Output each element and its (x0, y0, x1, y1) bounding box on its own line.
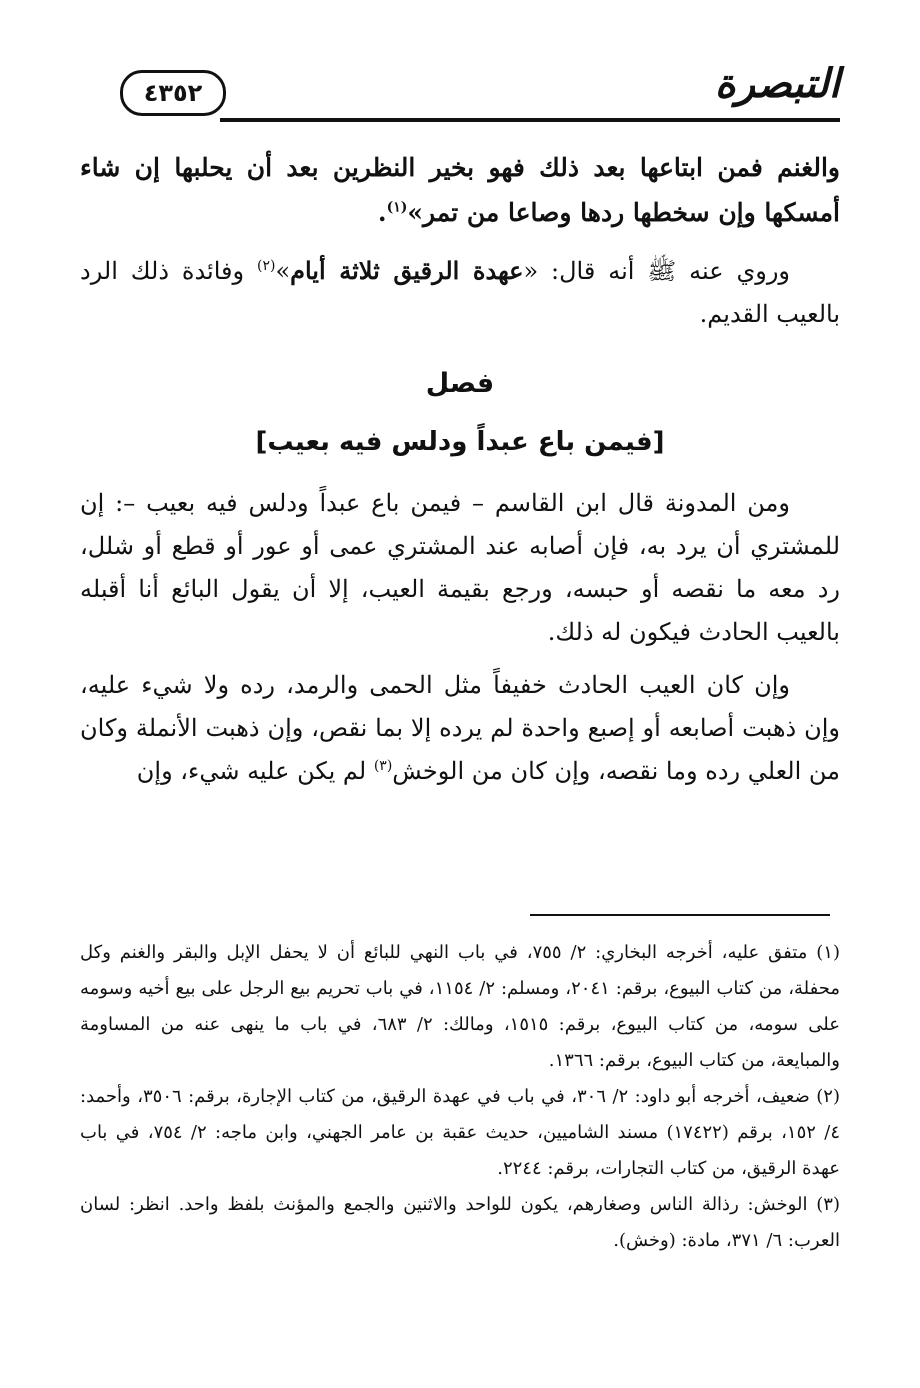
para2-close-quote: » (275, 257, 291, 285)
paragraph-2 (80, 249, 840, 336)
paragraph-4 (80, 664, 840, 793)
section-subtitle: [فيمن باع عبداً ودلس فيه بعيب] (255, 427, 665, 457)
footnote-text: متفق عليه، أخرجه البخاري: ٢/ ٧٥٥، في باب النهي للبائع أن لا يحفل الإبل والبقر والغنم وكل محفلة، من كتاب البيوع، برقم: ٢٠٤١، ومسلم: ٢/ ١١٥٤، في باب تحريم بيع الرجل على بيع أخيه وسومه على سومه، من كتاب البيوع، برقم: ١٥١٥، ومالك: ٢/ ٦٨٣، في باب ما ينهى عنه من المساومة والمبايعة، من كتاب البيوع، برقم: ١٣٦٦. (80, 942, 841, 1071)
hadith-text: والغنم فمن ابتاعها بعد ذلك فهو بخير النظرين بعد أن يحلبها إن شاء أمسكها وإن سخطها ردها وصاعا من تمر» (80, 153, 840, 227)
footnote-text: الوخش: رذالة الناس وصغارهم، يكون للواحد والاثنين والجمع والمؤنث بلفظ واحد. انظر: لسان العرب: ٦/ ٣٧١، مادة: (وخش). (80, 1194, 840, 1251)
footnote-ref-1[interactable]: (١) (386, 199, 408, 216)
footnote-ref-3[interactable]: (٣) (373, 758, 393, 774)
main-text (80, 145, 840, 793)
hadith-end: . (377, 198, 387, 227)
page-number: ٤٣٥٢ (143, 79, 203, 107)
para2-end: وفائدة ذلك الرد بالعيب القديم. (80, 257, 840, 328)
footnote-number: (١) (816, 942, 840, 963)
book-title: التبصرة (714, 60, 840, 107)
footnote-text: ضعيف، أخرجه أبو داود: ٢/ ٣٠٦، في باب في عهدة الرقيق، من كتاب الإجارة، برقم: ٣٥٠٦، وأحمد: ٤/ ١٥٢، برقم (١٧٤٢٢) مسند الشاميين، حديث عقبة بن عامر الجهني، وابن ماجه: ٢/ ٧٥٤، في باب عهدة الرقيق، من كتاب التجارات، برقم: ٢٢٤٤. (80, 1086, 841, 1179)
footnote-number: (٢) (816, 1086, 840, 1107)
page-header (80, 58, 840, 128)
hadith-continuation (80, 145, 840, 235)
footnote-1 (80, 935, 840, 1079)
footnote-ref-2[interactable]: (٢) (256, 258, 276, 274)
page-number-badge (120, 70, 226, 116)
para4-start: وإن كان العيب الحادث خفيفاً مثل الحمى والرمد، رده ولا شيء عليه، وإن ذهبت أصابعه أو إصبع واحدة لم يرده إلا بما نقص، وإن ذهبت الأنملة وكان من العلي رده وما نقصه، وإن كان من الوخش (80, 671, 840, 785)
footnote-separator (530, 914, 830, 916)
footnote-number: (٣) (816, 1194, 840, 1215)
para2-start: وروي عنه ﷺ أنه قال: « (523, 257, 791, 285)
footnote-3 (80, 1187, 840, 1259)
para4-end: لم يكن عليه شيء، وإن (136, 757, 374, 785)
paragraph-spacer (80, 654, 840, 664)
footnote-2 (80, 1079, 840, 1187)
footnotes (80, 935, 840, 1259)
para2-hadith: عهدة الرقيق ثلاثة أيام (290, 256, 524, 285)
section-title: فصل (425, 368, 495, 399)
header-rule (220, 118, 840, 122)
paragraph-3: ومن المدونة قال ابن القاسم – فيمن باع عبداً ودلس فيه بعيب –: إن للمشتري أن يرد به، فإن أصابه عند المشتري عمى أو عور أو قطع أو شلل، رد معه ما نقصه أو حبسه، ورجع بقيمة العيب، إلا أن يقول البائع أنا أقبله بالعيب الحادث فيكون له ذلك. (80, 489, 840, 646)
